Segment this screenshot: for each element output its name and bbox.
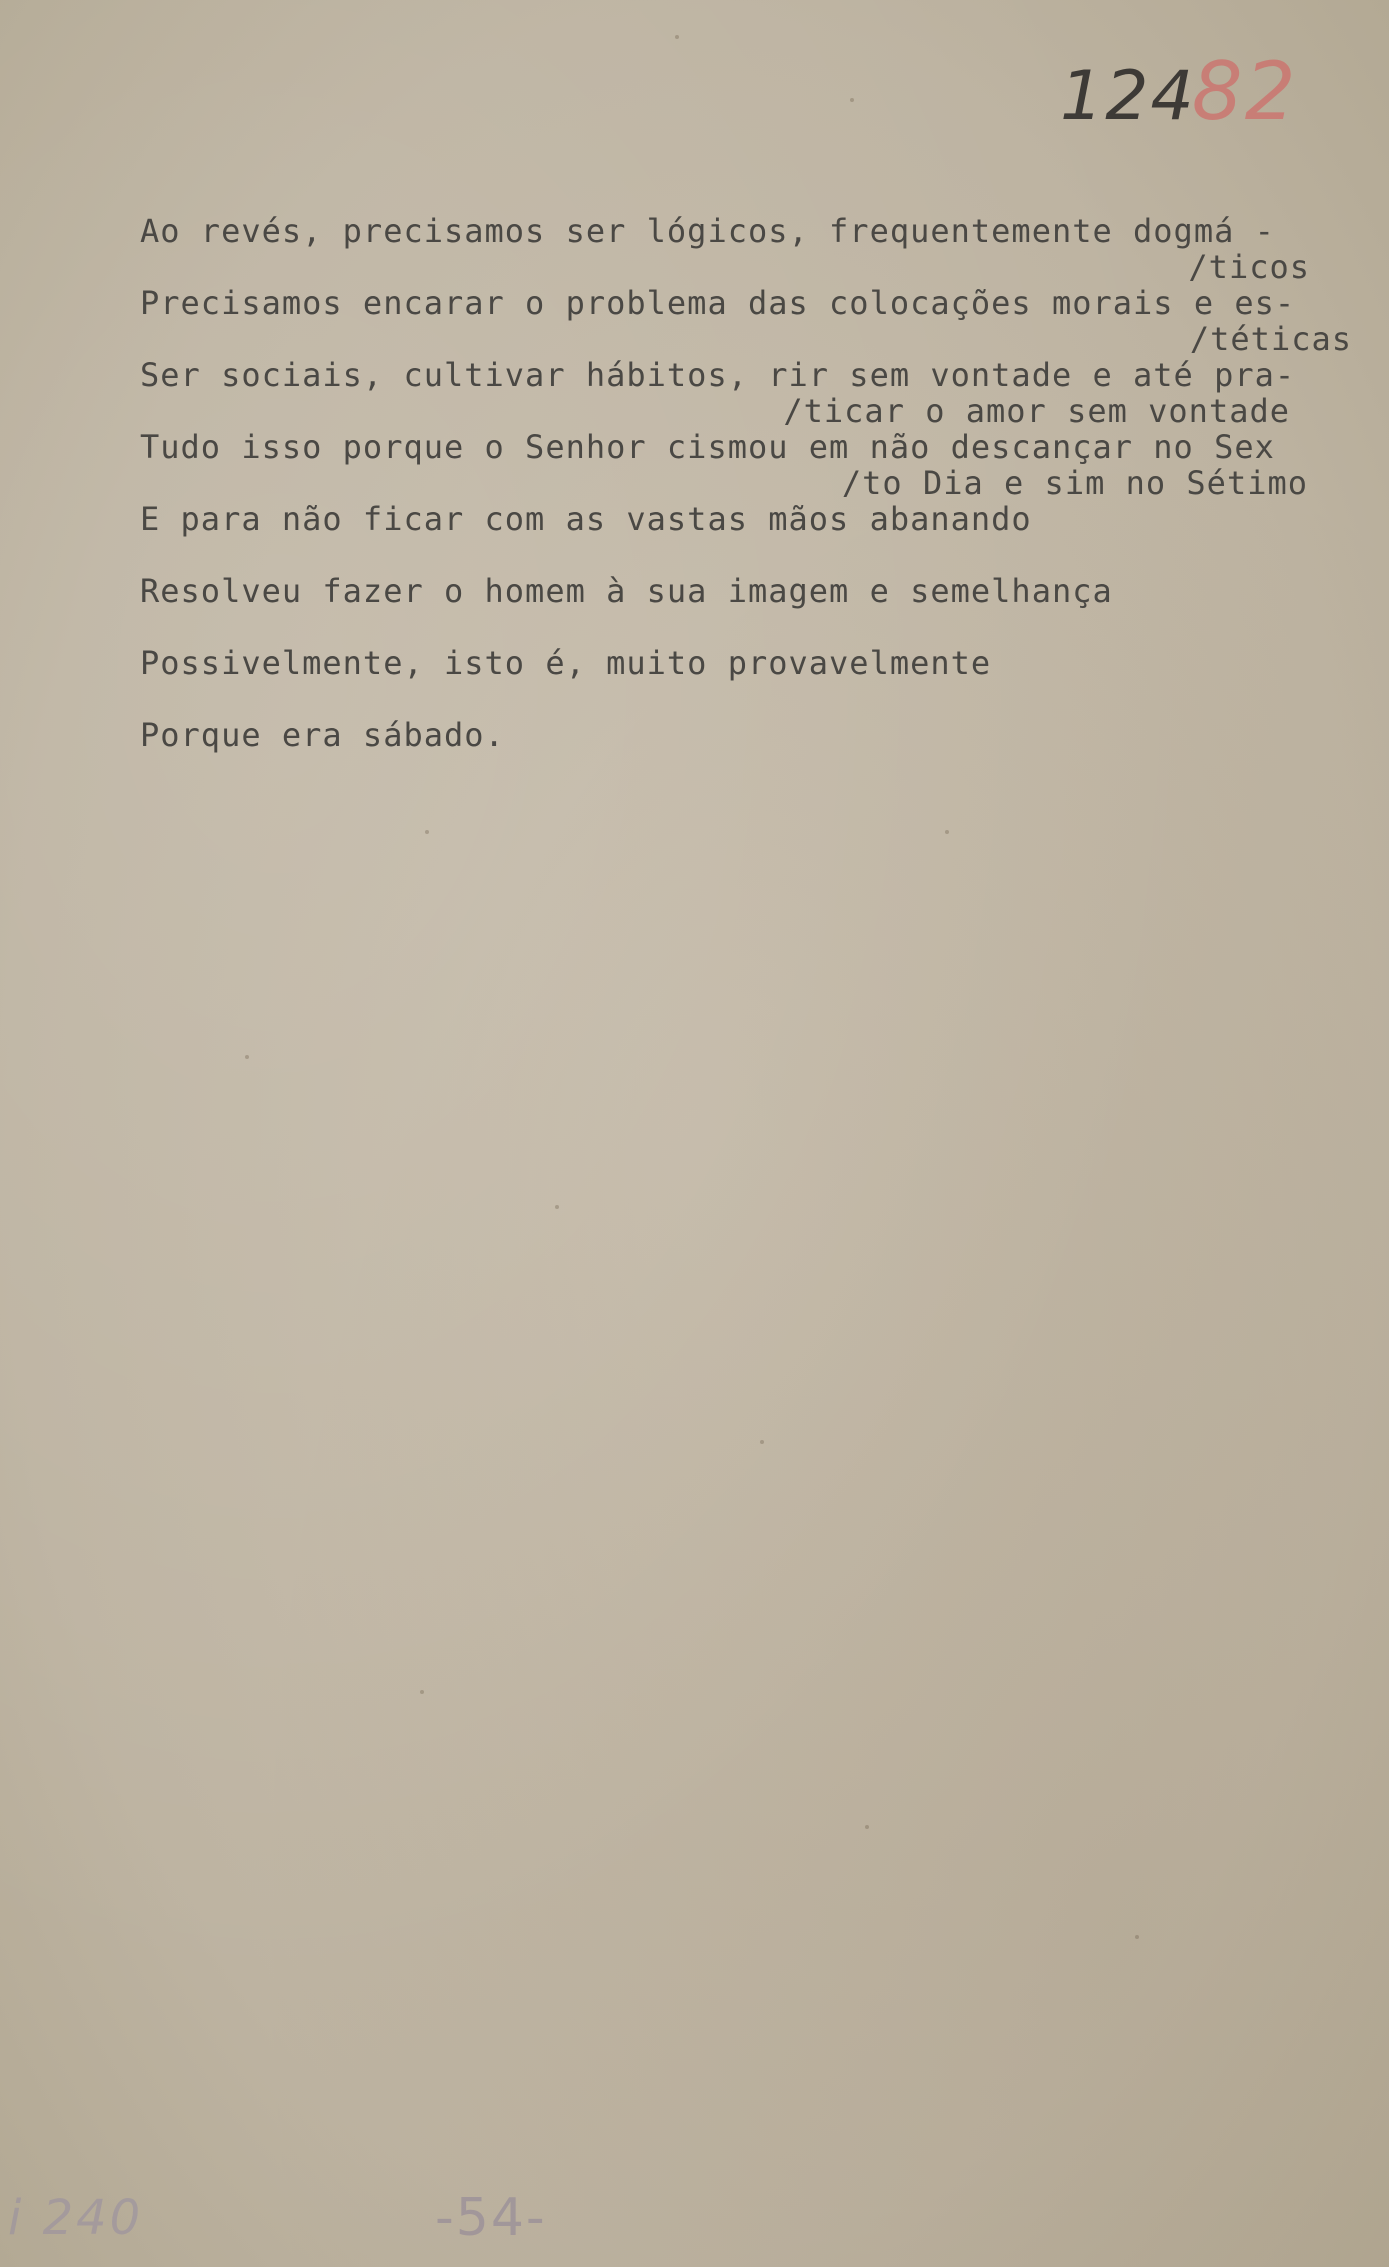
archive-number-pencil: 124 bbox=[1060, 57, 1196, 136]
poem-line: Resolveu fazer o homem à sua imagem e semelhança bbox=[140, 572, 1113, 610]
poem-line-continuation: /ticos bbox=[1188, 248, 1310, 286]
poem-line: Precisamos encarar o problema das colocações morais e es- bbox=[140, 284, 1296, 322]
poem-line: Ao revés, precisamos ser lógicos, frequentemente dogmá - bbox=[140, 212, 1275, 250]
paper-speck bbox=[865, 1825, 869, 1829]
archive-mark: i 240 bbox=[8, 2190, 144, 2246]
poem-line-continuation: /ticar o amor sem vontade bbox=[783, 392, 1290, 430]
poem-text bbox=[140, 213, 1360, 753]
paper-speck bbox=[425, 830, 429, 834]
page-number: -54- bbox=[435, 2188, 547, 2248]
poem-line: E para não ficar com as vastas mãos abanando bbox=[140, 500, 1032, 538]
paper-speck bbox=[945, 830, 949, 834]
paper-speck bbox=[675, 35, 679, 39]
paper-speck bbox=[245, 1055, 249, 1059]
poem-line-continuation: /to Dia e sim no Sétimo bbox=[841, 464, 1308, 502]
paper-speck bbox=[760, 1440, 764, 1444]
poem-line: Possivelmente, isto é, muito provavelmente bbox=[140, 644, 992, 682]
poem-line-continuation: /téticas bbox=[1189, 320, 1352, 358]
paper-speck bbox=[420, 1690, 424, 1694]
paper-speck bbox=[850, 98, 854, 102]
archive-number-red: 82 bbox=[1191, 45, 1298, 138]
paper-speck bbox=[555, 1205, 559, 1209]
poem-line: Porque era sábado. bbox=[140, 716, 505, 754]
poem-line: Ser sociais, cultivar hábitos, rir sem vontade e até pra- bbox=[140, 356, 1296, 394]
poem-line: Tudo isso porque o Senhor cismou em não descançar no Sex bbox=[140, 428, 1275, 466]
paper-speck bbox=[1135, 1935, 1139, 1939]
archive-number bbox=[1060, 45, 1298, 138]
